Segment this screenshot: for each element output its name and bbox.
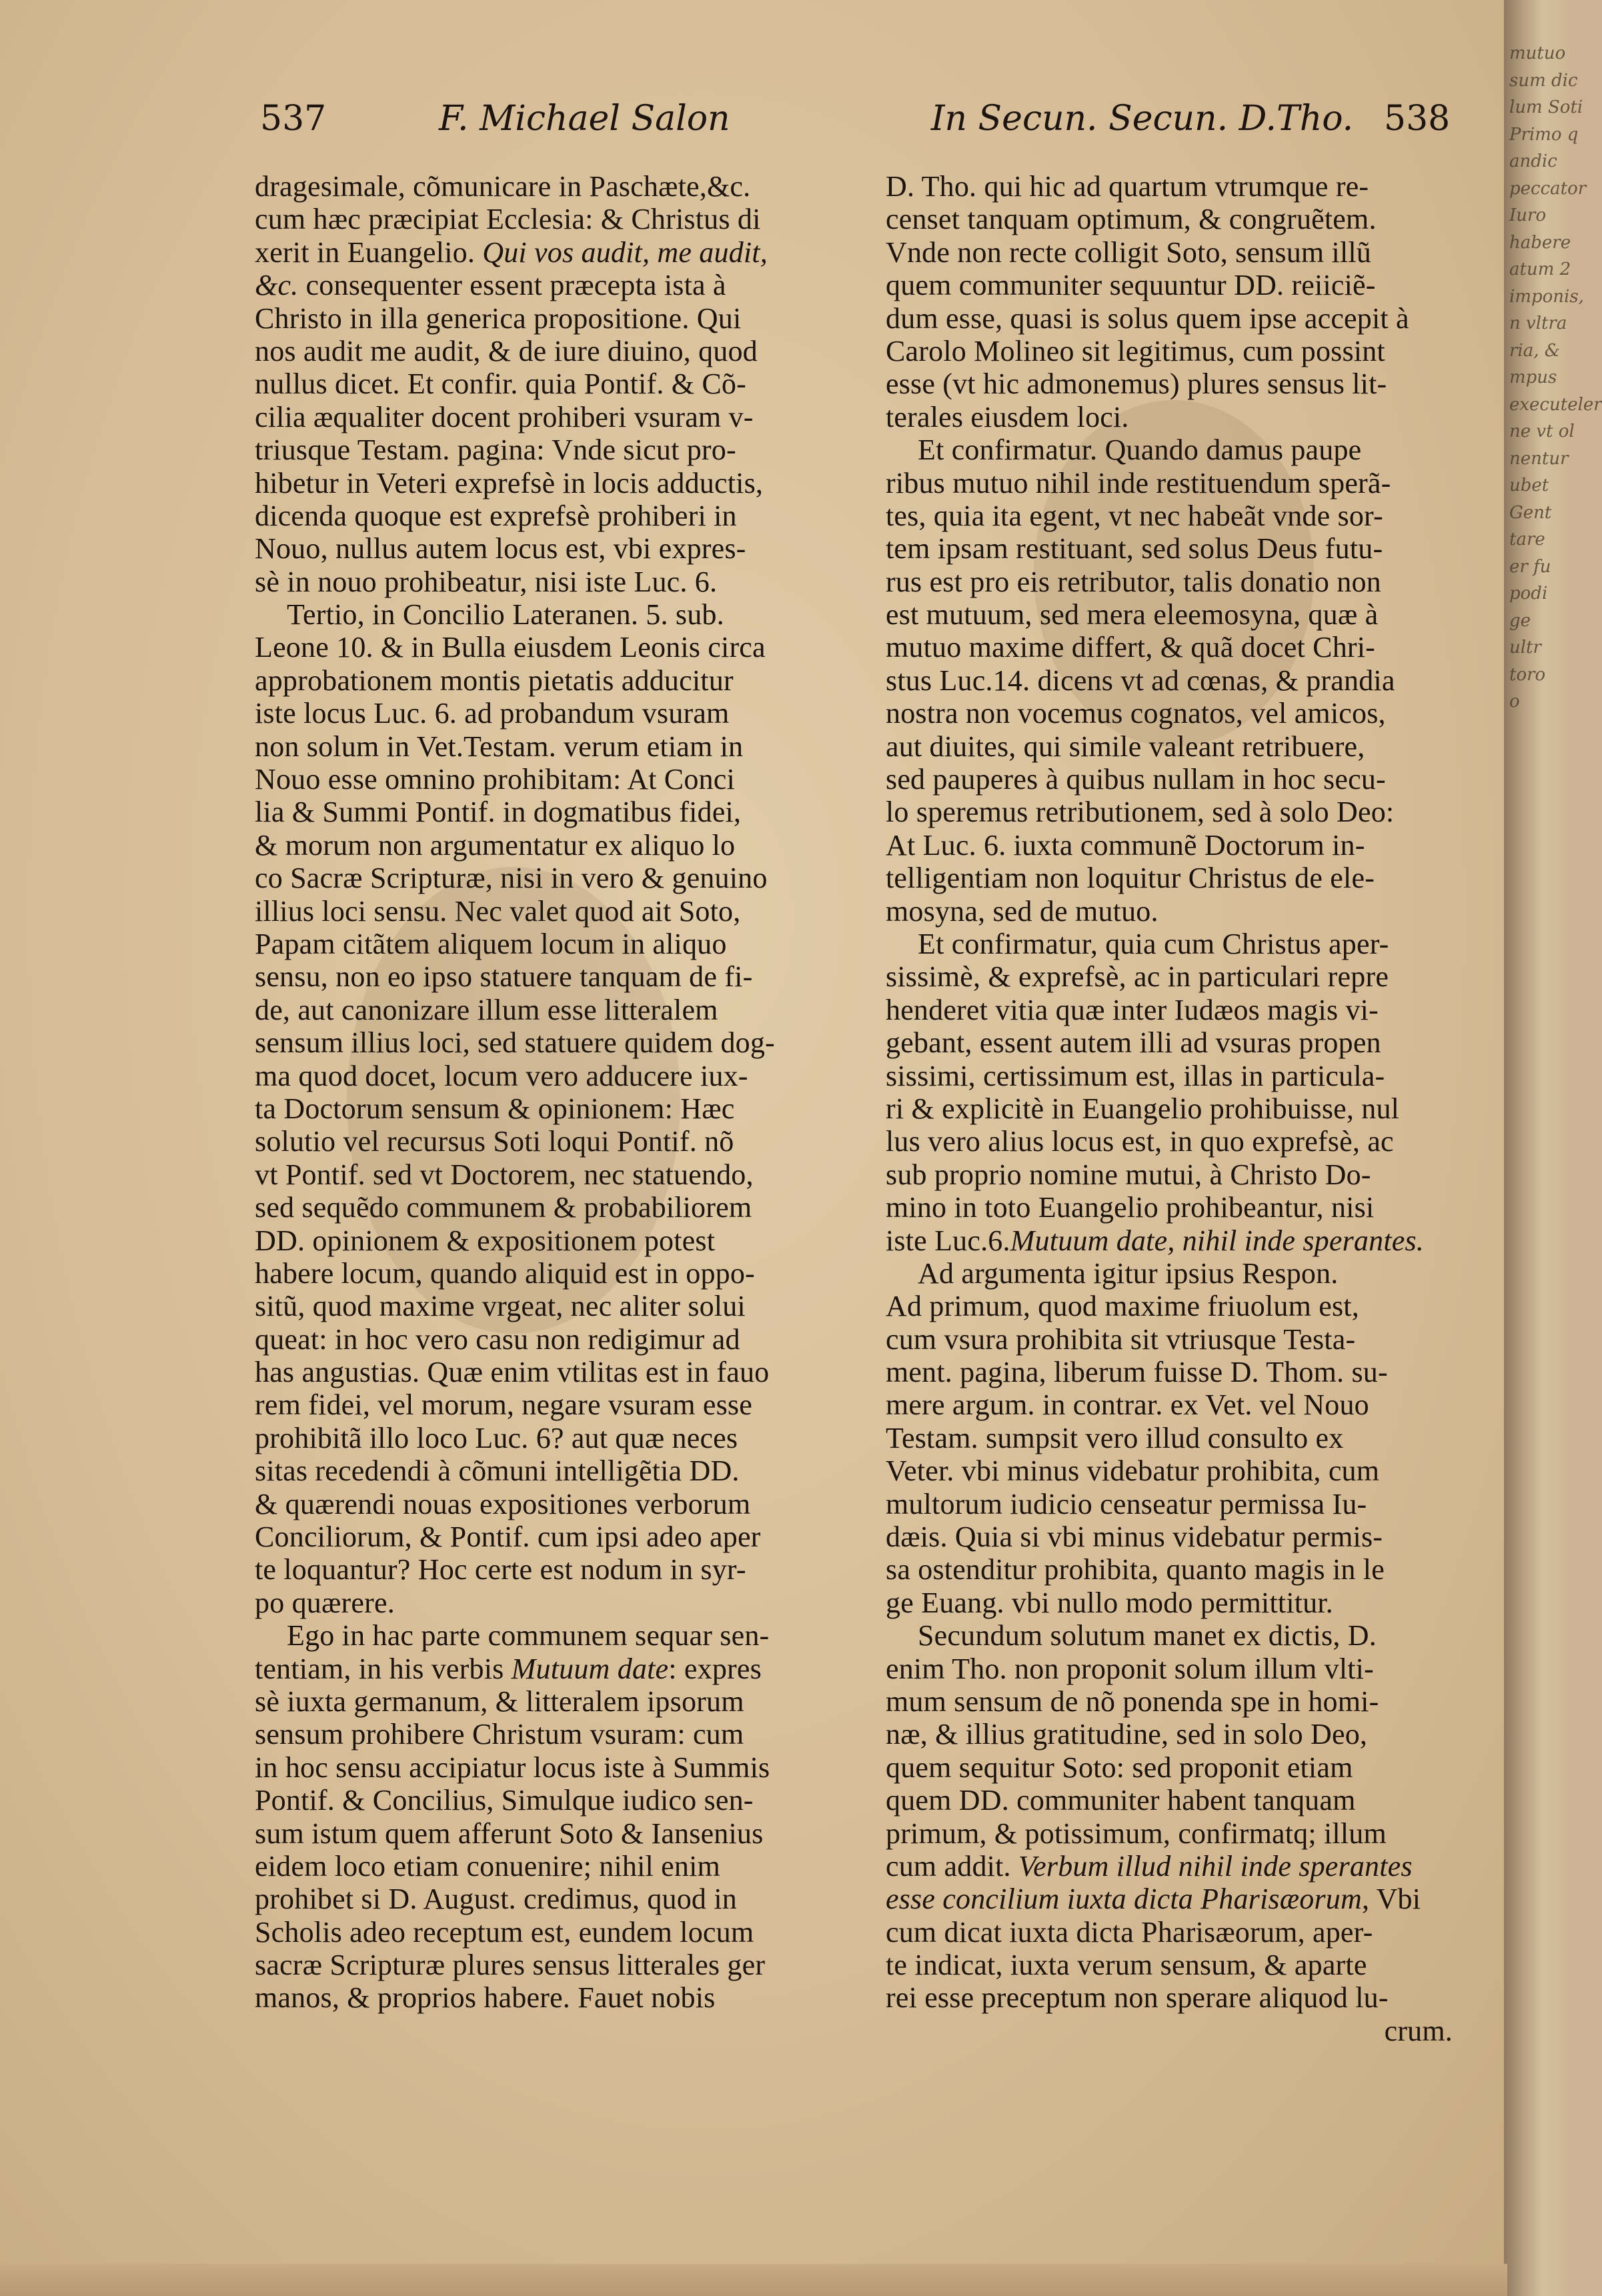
text-line: mosyna, sed de mutuo. <box>886 894 1158 928</box>
text-line: lus vero alius locus est, in quo exprefsè, ac <box>886 1125 1394 1158</box>
text-line: Christo in illa generica propositione. Qui <box>255 301 742 335</box>
text-line: aut diuites, qui simile valeant retribuere, <box>886 730 1365 763</box>
text-line: lo speremus retributionem, sed à solo Deo: <box>886 796 1395 829</box>
margin-fragment: toro <box>1509 664 1546 685</box>
text-line: crum. <box>1384 2014 1453 2047</box>
right-page-number: 538 <box>1384 99 1451 139</box>
text-line: terales eiusdem loci. <box>886 400 1129 433</box>
text-line: de, aut canonizare illum esse litteralem <box>255 993 718 1026</box>
text-run: cum addit. <box>886 1849 1018 1883</box>
text-line: mutuo maxime differt, & quã docet Chri- <box>886 631 1376 664</box>
margin-fragment: habere <box>1509 232 1571 253</box>
text-line: & quærendi nouas expositiones verborum <box>255 1487 751 1520</box>
text-line: tem ipsam restituant, sed solus Deus futu- <box>886 532 1383 565</box>
text-line: te indicat, iuxta verum sensum, & aparte <box>886 1949 1367 1982</box>
margin-fragment: Gent <box>1509 502 1552 523</box>
text-line: multorum iudicio censeatur permissa Iu- <box>886 1487 1367 1520</box>
text-line: Papam citãtem aliquem locum in aliquo <box>255 927 727 960</box>
text-line: Nouo esse omnino prohibitam: At Conci <box>255 763 735 796</box>
text-line: Et confirmatur. Quando damus paupe <box>918 433 1362 467</box>
text-line: At Luc. 6. iuxta communẽ Doctorum in- <box>886 828 1365 862</box>
margin-fragment: peccator <box>1509 178 1587 199</box>
margin-fragment: er fu <box>1509 556 1551 577</box>
text-line: ribus mutuo nihil inde restituendum sperã- <box>886 466 1391 499</box>
text-line: non solum in Vet.Testam. verum etiam in <box>255 730 744 763</box>
text-line: sa ostenditur prohibita, quanto magis in le <box>886 1553 1385 1586</box>
margin-fragment: imponis, <box>1509 286 1584 307</box>
text-run: , Vbi <box>1361 1883 1421 1916</box>
margin-fragment: ria, & <box>1509 340 1560 361</box>
margin-fragment: n vltra <box>1509 313 1567 333</box>
text-line: Et confirmatur, quia cum Christus aper- <box>918 927 1389 960</box>
text-line: ment. pagina, liberum fuisse D. Thom. su- <box>886 1356 1388 1389</box>
text-line: D. Tho. qui hic ad quartum vtrumque re- <box>886 170 1369 203</box>
text-line: sissimè, & exprefsè, ac in particulari repre <box>886 960 1389 994</box>
margin-fragment: mutuo <box>1509 43 1566 63</box>
facing-page-edge <box>1504 0 1602 2296</box>
text-line: stus Luc.14. dicens vt ad cœnas, & prandia <box>886 664 1395 697</box>
text-line: sitas recedendi à cõmuni intelligẽtia DD. <box>255 1454 740 1488</box>
text-run: consequenter essent præcepta ista à <box>298 269 726 302</box>
margin-fragment: podi <box>1509 584 1548 604</box>
left-page-number: 537 <box>260 99 327 139</box>
margin-fragment: o <box>1509 692 1520 712</box>
text-line <box>886 1883 1453 1915</box>
text-line: manos, & proprios habere. Fauet nobis <box>255 1981 716 2015</box>
left-running-title: F. Michael Salon <box>439 99 730 139</box>
text-line: quem DD. communiter habent tanquam <box>886 1784 1356 1817</box>
text-line: dæis. Quia si vbi minus videbatur permis- <box>886 1520 1383 1554</box>
text-line: ta Doctorum sensum & opinionem: Hæc <box>255 1092 735 1125</box>
text-line: næ, & illius gratitudine, sed in solo Deo, <box>886 1718 1368 1751</box>
margin-fragment: atum 2 <box>1509 259 1571 279</box>
text-line: te loquantur? Hoc certe est nodum in syr- <box>255 1553 746 1586</box>
text-line: triusque Testam. pagina: Vnde sicut pro- <box>255 433 736 467</box>
text-line: sè iuxta germanum, & litteralem ipsorum <box>255 1684 744 1718</box>
text-line: approbationem montis pietatis adducitur <box>255 664 734 697</box>
text-line: rei esse preceptum non sperare aliquod lu- <box>886 1981 1389 2015</box>
margin-fragment: executeler <box>1509 394 1602 415</box>
text-line: cum hæc præcipiat Ecclesia: & Christus di <box>255 203 761 236</box>
text-line: po quærere. <box>255 1586 395 1619</box>
text-line: iste locus Luc. 6. ad probandum vsuram <box>255 697 730 730</box>
text-line: Testam. sumpsit vero illud consulto ex <box>886 1421 1344 1454</box>
text-line: eidem loco etiam conuenire; nihil enim <box>255 1849 720 1883</box>
text-line: sed pauperes à quibus nullam in hoc secu- <box>886 763 1386 796</box>
text-line: habere locum, quando aliquid est in oppo- <box>255 1256 755 1290</box>
running-header <box>240 99 1451 145</box>
text-line: has angustias. Quæ enim vtilitas est in fauo <box>255 1356 770 1389</box>
text-line: Pontif. & Concilius, Simulque iudico sen- <box>255 1784 754 1817</box>
text-line: Vnde non recte colligit Soto, sensum illũ <box>886 235 1371 269</box>
text-line: telligentiam non loquitur Christus de ele- <box>886 862 1375 895</box>
margin-fragment: Iuro <box>1509 205 1547 225</box>
margin-fragment: Primo q <box>1509 124 1579 145</box>
text-line: rem fidei, vel morum, negare vsuram esse <box>255 1388 752 1422</box>
text-line: prohibitã illo loco Luc. 6? aut quæ neces <box>255 1421 738 1454</box>
text-line: gebant, essent autem illi ad vsuras propen <box>886 1026 1381 1060</box>
text-line: sensum illius loci, sed statuere quidem dog- <box>255 1026 775 1060</box>
margin-fragment: tare <box>1509 529 1545 549</box>
text-line: sissimi, certissimum est, illas in particula- <box>886 1059 1385 1092</box>
text-line: henderet vitia quæ inter Iudæos magis vi- <box>886 993 1379 1026</box>
text-line: & morum non argumentatur ex aliquo lo <box>255 828 736 862</box>
text-line: cilia æqualiter docent prohiberi vsuram v- <box>255 400 754 433</box>
text-line: censet tanquam optimum, & congruẽtem. <box>886 203 1377 236</box>
text-line: nostra non vocemus cognatos, vel amicos, <box>886 697 1386 730</box>
text-line: sed sequẽdo communem & probabiliorem <box>255 1191 752 1224</box>
margin-fragment: ne vt ol <box>1509 421 1575 441</box>
text-line <box>255 1652 836 1685</box>
text-line: tes, quia ita egent, vt nec habeãt vnde sor- <box>886 499 1383 532</box>
text-line: vt Pontif. sed vt Doctorem, nec statuendo, <box>255 1158 754 1191</box>
italic-phrase: esse concilium iuxta dicta Pharisæorum <box>886 1883 1362 1916</box>
text-run: : expres <box>668 1652 762 1685</box>
text-line: primum, & potissimum, confirmatq; illum <box>886 1817 1387 1850</box>
margin-fragment: andic <box>1509 151 1557 171</box>
text-line: Carolo Molineo sit legitimus, cum possint <box>886 334 1385 367</box>
text-line: esse (vt hic admonemus) plures sensus lit- <box>886 367 1387 401</box>
italic-phrase: Mutuum date, nihil inde sperantes. <box>1010 1224 1425 1257</box>
italic-phrase: Verbum illud nihil inde sperantes <box>1018 1849 1413 1883</box>
text-line: Nouo, nullus autem locus est, vbi expres- <box>255 532 746 565</box>
text-line: Leone 10. & in Bulla eiusdem Leonis circa <box>255 631 766 664</box>
text-line: nullus dicet. Et confir. quia Pontif. & Cõ- <box>255 367 746 401</box>
text-line: hibetur in Veteri exprefsè in locis adductis, <box>255 466 764 499</box>
text-line: dragesimale, cõmunicare in Paschæte,&c. <box>255 170 751 203</box>
text-line: co Sacræ Scripturæ, nisi in vero & genuino <box>255 862 768 895</box>
text-line: mere argum. in contrar. ex Vet. vel Nouo <box>886 1388 1369 1422</box>
text-line <box>255 269 836 301</box>
text-line: ge Euang. vbi nullo modo permittitur. <box>886 1586 1333 1619</box>
text-line: DD. opinionem & expositionem potest <box>255 1224 716 1257</box>
page-bottom-edge <box>0 2264 1507 2296</box>
text-line: Secundum solutum manet ex dictis, D. <box>918 1619 1377 1652</box>
margin-fragment: ge <box>1509 610 1531 631</box>
text-line: mino in toto Euangelio prohibeantur, nisi <box>886 1191 1375 1224</box>
text-line <box>255 236 836 269</box>
text-line: Tertio, in Concilio Lateranen. 5. sub. <box>287 598 724 632</box>
text-line: quem communiter sequuntur DD. reiiciẽ- <box>886 269 1376 302</box>
text-line: cum dicat iuxta dicta Pharisæorum, aper- <box>886 1915 1373 1949</box>
text-line: cum vsura prohibita sit vtriusque Testa- <box>886 1322 1356 1356</box>
margin-fragment: ubet <box>1509 475 1549 495</box>
margin-fragment: nentur <box>1509 448 1569 469</box>
text-line <box>886 1850 1453 1883</box>
text-line: dum esse, quasi is solus quem ipse accepit à <box>886 301 1409 335</box>
text-line: quem sequitur Soto: sed proponit etiam <box>886 1751 1353 1784</box>
text-line: prohibet si D. August. credimus, quod in <box>255 1883 737 1916</box>
margin-fragment: ultr <box>1509 638 1541 658</box>
text-line: lia & Summi Pontif. in dogmatibus fidei, <box>255 796 742 829</box>
text-line: Conciliorum, & Pontif. cum ipsi adeo aper <box>255 1520 761 1554</box>
text-line: sacræ Scripturæ plures sensus litterales ger <box>255 1949 766 1982</box>
text-line: queat: in hoc vero casu non redigimur ad <box>255 1322 740 1356</box>
text-line: nos audit me audit, & de iure diuino, quod <box>255 334 758 367</box>
text-line: illius loci sensu. Nec valet quod ait Soto, <box>255 894 741 928</box>
margin-fragment: lum Soti <box>1509 97 1583 117</box>
text-line: est mutuum, sed mera eleemosyna, quæ à <box>886 598 1379 632</box>
text-line <box>886 1224 1453 1257</box>
text-line: sub proprio nomine mutui, à Christo Do- <box>886 1158 1371 1191</box>
text-line: enim Tho. non proponit solum illum vlti- <box>886 1652 1374 1685</box>
italic-phrase: Mutuum date <box>511 1652 669 1685</box>
text-line: sensu, non eo ipso statuere tanquam de fi- <box>255 960 753 994</box>
margin-fragment: sum dic <box>1509 70 1578 91</box>
left-text-column <box>255 170 836 2015</box>
right-text-column <box>886 170 1453 2047</box>
margin-fragment: mpus <box>1509 367 1557 387</box>
text-line: solutio vel recursus Soti loqui Pontif. nõ <box>255 1125 734 1158</box>
text-run: iste Luc.6. <box>886 1224 1010 1257</box>
text-line: ma quod docet, locum vero adducere iux- <box>255 1059 748 1092</box>
text-line: sum istum quem afferunt Soto & Iansenius <box>255 1817 764 1850</box>
italic-phrase: Qui vos audit, me audit, <box>482 235 768 269</box>
text-line: Ego in hac parte communem sequar sen- <box>287 1619 770 1652</box>
text-line: sensum prohibere Christum vsuram: cum <box>255 1718 744 1751</box>
text-line: sè in nouo prohibeatur, nisi iste Luc. 6. <box>255 565 718 598</box>
text-line: sitũ, quod maxime vrgeat, nec aliter solui <box>255 1290 746 1323</box>
text-line: Ad primum, quod maxime friuolum est, <box>886 1290 1359 1323</box>
text-line: Veter. vbi minus videbatur prohibita, cum <box>886 1454 1380 1488</box>
text-line: Ad argumenta igitur ipsius Respon. <box>918 1256 1339 1290</box>
text-run: tentiam, in his verbis <box>255 1652 512 1685</box>
text-line: dicenda quoque est exprefsè prohiberi in <box>255 499 737 532</box>
text-line: mum sensum de nõ ponenda spe in homi- <box>886 1684 1379 1718</box>
text-line: in hoc sensu accipiatur locus iste à Summis <box>255 1751 770 1784</box>
text-line: Scholis adeo receptum est, eundem locum <box>255 1915 754 1949</box>
text-run: xerit in Euangelio. <box>255 235 483 269</box>
italic-phrase: &c. <box>255 269 299 302</box>
text-line: ri & explicitè in Euangelio prohibuisse, nul <box>886 1092 1400 1125</box>
right-running-title: In Secun. Secun. D.Tho. <box>931 99 1354 139</box>
text-line: rus est pro eis retributor, talis donatio non <box>886 565 1381 598</box>
